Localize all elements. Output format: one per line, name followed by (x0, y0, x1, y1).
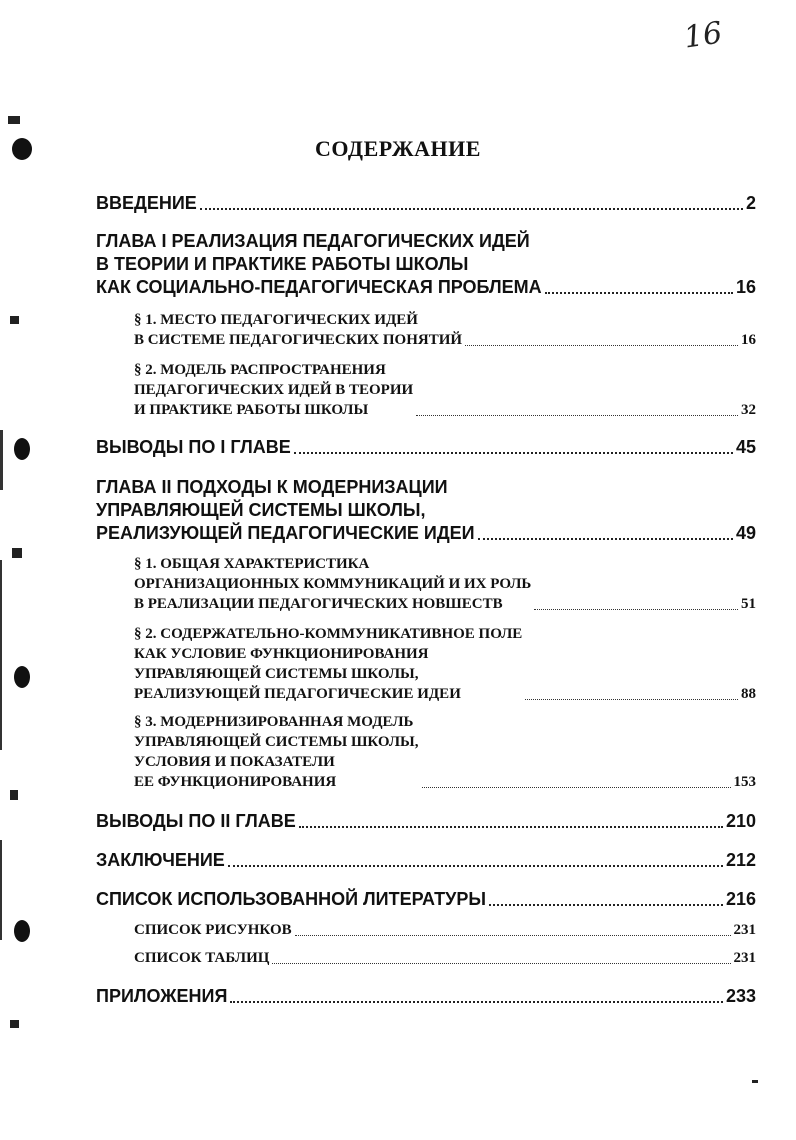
toc-entry-text: ВЫВОДЫ ПО II ГЛАВЕ (96, 811, 296, 831)
toc-entry-text: ГЛАВА II ПОДХОДЫ К МОДЕРНИЗАЦИИ УПРАВЛЯЮЩЕЙ СИСТЕМЫ ШКОЛЫ, РЕАЛИЗУЮЩЕЙ ПЕДАГОГИЧЕСКИЕ ИДЕИ (96, 477, 475, 543)
dot-leader (478, 538, 733, 540)
dot-leader (525, 699, 738, 700)
dot-leader (465, 345, 738, 346)
toc-entry-text: § 1. ОБЩАЯ ХАРАКТЕРИСТИКА ОРГАНИЗАЦИОННЫХ КОММУНИКАЦИЙ И ИХ РОЛЬ В РЕАЛИЗАЦИИ ПЕДАГОГИЧЕСКИХ НОВШЕСТВ (134, 556, 532, 612)
dot-leader (295, 935, 731, 936)
dot-leader (545, 292, 733, 294)
punch-hole-icon (14, 438, 30, 460)
toc-page-number: 210 (725, 811, 756, 831)
toc-entry-text: СПИСОК ИСПОЛЬЗОВАННОЙ ЛИТЕРАТУРЫ (96, 889, 486, 909)
toc-page-number: 153 (733, 774, 756, 790)
page-edge (0, 430, 3, 490)
toc-entry (96, 810, 756, 833)
toc-page-number: 49 (735, 523, 756, 543)
toc-page-number: 16 (735, 277, 756, 297)
toc-entry-text: ВВЕДЕНИЕ (96, 193, 197, 213)
toc-subentry (134, 948, 756, 968)
dot-leader (422, 787, 731, 788)
toc-entry-text: СПИСОК РИСУНКОВ (134, 922, 292, 938)
toc-subentry (134, 310, 756, 350)
toc-page-number: 16 (741, 332, 756, 348)
dot-leader (489, 904, 723, 906)
toc-page-number: 231 (733, 922, 756, 938)
toc-entry (96, 849, 756, 872)
toc-entry-text: ПРИЛОЖЕНИЯ (96, 986, 228, 1006)
scan-mark (10, 1020, 19, 1028)
toc-entry (96, 985, 756, 1008)
punch-hole-icon (14, 920, 30, 942)
page-edge (0, 840, 2, 940)
toc-entry (96, 888, 756, 911)
page-edge (0, 560, 2, 750)
toc-subentry (134, 920, 756, 940)
toc-entry (96, 230, 756, 299)
toc-subentry (134, 360, 756, 420)
toc-page-number: 212 (725, 850, 756, 870)
page-title: СОДЕРЖАНИЕ (315, 136, 481, 161)
toc-subentry (134, 624, 756, 704)
toc-page-number: 32 (741, 402, 756, 418)
toc-entry (96, 192, 756, 215)
toc-subentry (134, 554, 756, 614)
dot-leader (230, 1001, 723, 1003)
scan-mark (10, 790, 18, 800)
toc-entry-text: § 2. СОДЕРЖАТЕЛЬНО-КОММУНИКАТИВНОЕ ПОЛЕ КАК УСЛОВИЕ ФУНКЦИОНИРОВАНИЯ УПРАВЛЯЮЩЕЙ СИСТЕМЫ ШКОЛЫ, РЕАЛИЗУЮЩЕЙ ПЕДАГОГИЧЕСКИЕ ИДЕИ (134, 626, 523, 702)
toc-entry-text: ВЫВОДЫ ПО I ГЛАВЕ (96, 437, 291, 457)
dot-leader (416, 415, 738, 416)
toc-entry-text: ЗАКЛЮЧЕНИЕ (96, 850, 225, 870)
toc-page-number: 51 (741, 596, 756, 612)
handwritten-page-number: 16 (681, 15, 725, 56)
toc-entry-text: § 2. МОДЕЛЬ РАСПРОСТРАНЕНИЯ ПЕДАГОГИЧЕСКИХ ИДЕЙ В ТЕОРИИ И ПРАКТИКЕ РАБОТЫ ШКОЛЫ (134, 362, 414, 418)
toc-entry-text: ГЛАВА I РЕАЛИЗАЦИЯ ПЕДАГОГИЧЕСКИХ ИДЕЙ В ТЕОРИИ И ПРАКТИКЕ РАБОТЫ ШКОЛЫ КАК СОЦИАЛЬНО-ПЕДАГОГИЧЕСКАЯ ПРОБЛЕМА (96, 231, 542, 297)
scan-mark (752, 1080, 758, 1083)
toc-entry-text: § 3. МОДЕРНИЗИРОВАННАЯ МОДЕЛЬ УПРАВЛЯЮЩЕЙ СИСТЕМЫ ШКОЛЫ, УСЛОВИЯ И ПОКАЗАТЕЛИ ЕЕ ФУНКЦИОНИРОВАНИЯ (134, 714, 419, 790)
toc-page-number: 216 (725, 889, 756, 909)
toc-entry-text: СПИСОК ТАБЛИЦ (134, 950, 270, 966)
punch-hole-icon (14, 666, 30, 688)
dot-leader (200, 208, 743, 210)
toc-page-number: 233 (725, 986, 756, 1006)
scan-mark (10, 316, 19, 324)
dot-leader (272, 963, 730, 964)
toc-subentry (134, 712, 756, 792)
toc-entry (96, 436, 756, 459)
dot-leader (534, 609, 738, 610)
toc-page-number: 2 (745, 193, 756, 213)
dot-leader (294, 452, 733, 454)
toc-page-number: 88 (741, 686, 756, 702)
dot-leader (228, 865, 723, 867)
toc-entry (96, 476, 756, 545)
toc-page-number: 45 (735, 437, 756, 457)
toc-page-number: 231 (733, 950, 756, 966)
dot-leader (299, 826, 723, 828)
scan-mark (12, 548, 22, 558)
scan-mark (8, 116, 20, 124)
toc-entry-text: § 1. МЕСТО ПЕДАГОГИЧЕСКИХ ИДЕЙ В СИСТЕМЕ ПЕДАГОГИЧЕСКИХ ПОНЯТИЙ (134, 312, 463, 348)
